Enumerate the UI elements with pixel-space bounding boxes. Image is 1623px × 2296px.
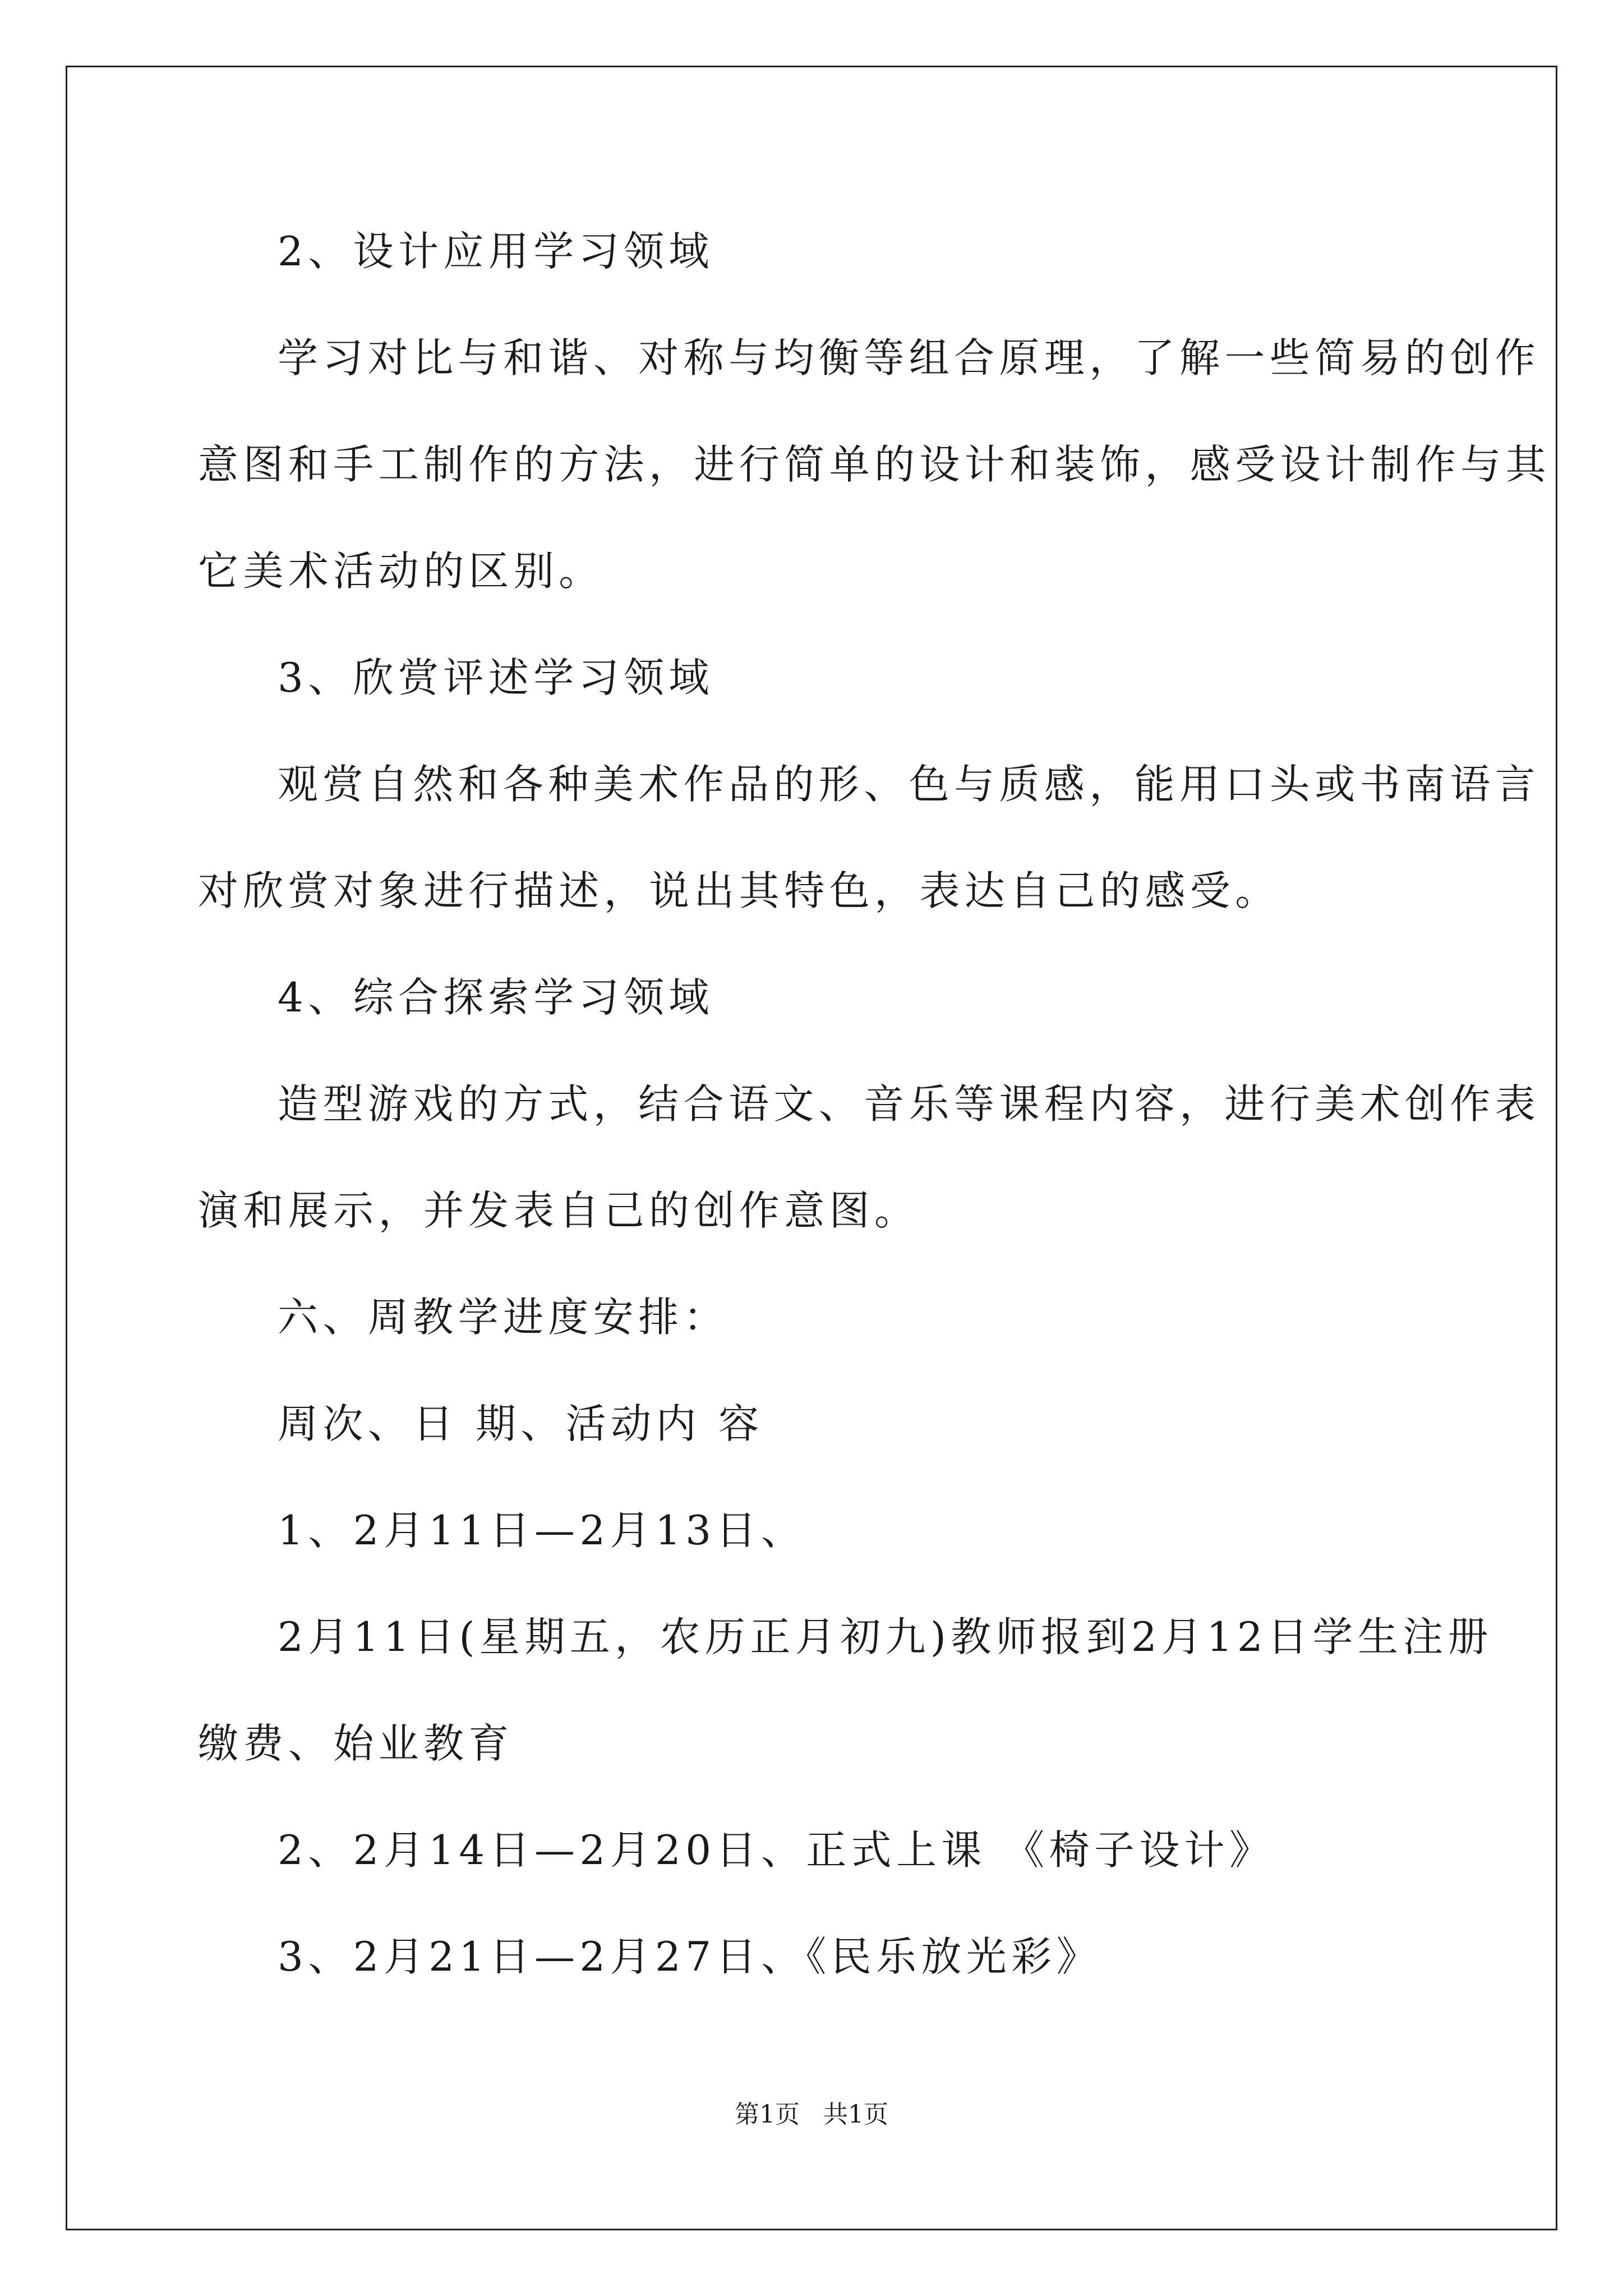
paragraph-line: 意图和手工制作的方法，进行简单的设计和装饰，感受设计制作与其: [198, 441, 1551, 488]
schedule-item: 3、2月21日—2月27日、《民乐放光彩》: [278, 1933, 1102, 1980]
paragraph-line: 缴费、始业教育: [198, 1720, 514, 1767]
paragraph-line: 演和展示，并发表自己的创作意图。: [198, 1187, 920, 1234]
schedule-item: 1、2月11日—2月13日、: [278, 1507, 806, 1554]
section-heading-schedule: 六、周教学进度安排：: [278, 1294, 729, 1341]
schedule-item: 2、2月14日—2月20日、正式上课 《椅子设计》: [278, 1826, 1275, 1874]
section-heading-exploration: 4、综合探索学习领域: [278, 974, 714, 1021]
section-heading-design: 2、设计应用学习领域: [278, 228, 714, 275]
paragraph-line: 造型游戏的方式，结合语文、音乐等课程内容，进行美术创作表: [278, 1080, 1541, 1128]
paragraph-line: 它美术活动的区别。: [198, 547, 604, 595]
paragraph-line: 对欣赏对象进行描述，说出其特色，表达自己的感受。: [198, 867, 1280, 914]
section-heading-appreciation: 3、欣赏评述学习领域: [278, 654, 714, 701]
paragraph-line: 2月11日(星期五，农历正月初九)教师报到2月12日学生注册: [278, 1613, 1493, 1660]
paragraph-line: 观赏自然和各种美术作品的形、色与质感，能用口头或书南语言: [278, 761, 1541, 808]
schedule-header: 周次、日 期、活动内 容: [278, 1400, 764, 1447]
paragraph-line: 学习对比与和谐、对称与均衡等组合原理，了解一些简易的创作: [278, 334, 1541, 381]
page-footer: 第1页 共1页: [735, 2100, 888, 2129]
page-border: [66, 66, 1557, 2230]
